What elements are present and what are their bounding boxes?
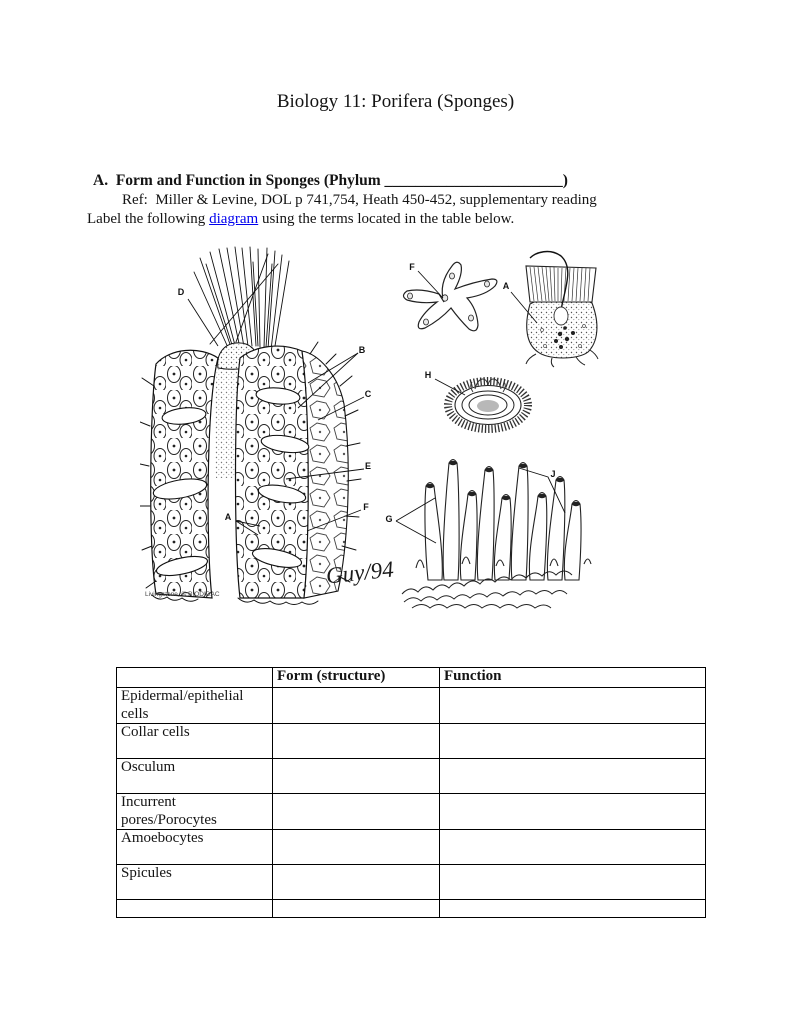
function-answer-cell xyxy=(440,830,706,865)
main-sponge-section xyxy=(140,247,361,605)
term-cell: Spicules xyxy=(117,865,273,900)
form-answer-cell xyxy=(273,724,440,759)
page-title: Biology 11: Porifera (Sponges) xyxy=(276,91,515,112)
collar-cell-drawing xyxy=(526,252,598,367)
function-answer-cell xyxy=(440,759,706,794)
form-function-table xyxy=(116,667,706,918)
instruction-line xyxy=(87,210,514,229)
figure-label-a-main: A xyxy=(224,512,232,522)
form-function-table-wrap xyxy=(116,667,706,918)
table-row xyxy=(117,759,706,794)
table-header-form: Form (structure) xyxy=(273,668,440,688)
form-answer-cell xyxy=(273,794,440,830)
section-heading-close: ) xyxy=(562,172,568,189)
figure-credit: Livingstone, © BIODIDAC xyxy=(145,591,220,598)
table-row xyxy=(117,688,706,724)
function-answer-cell xyxy=(440,794,706,830)
figure-label-c: C xyxy=(364,389,372,399)
figure-label-f-main: F xyxy=(363,502,369,512)
term-cell xyxy=(117,900,273,918)
instruction-prefix: Label the following xyxy=(87,211,210,227)
table-row xyxy=(117,794,706,830)
gemmule-drawing xyxy=(448,379,528,429)
function-answer-cell xyxy=(440,724,706,759)
table-row xyxy=(117,865,706,900)
table-header-function: Function xyxy=(440,668,706,688)
section-heading-text: A. Form and Function in Sponges (Phylum xyxy=(93,172,385,189)
figure-label-b: B xyxy=(358,345,366,355)
phylum-blank: _______________________ xyxy=(384,172,563,189)
sponge-colony-drawing xyxy=(402,460,591,609)
diagram-link[interactable]: diagram xyxy=(209,211,259,227)
amoebocyte-cell-drawing xyxy=(404,262,497,331)
sponge-figure xyxy=(140,246,602,618)
function-answer-cell xyxy=(440,688,706,724)
term-cell: Epidermal/epithelial cells xyxy=(117,688,273,724)
function-answer-cell xyxy=(440,900,706,918)
form-answer-cell xyxy=(273,688,440,724)
figure-label-h: H xyxy=(424,370,432,380)
function-answer-cell xyxy=(440,865,706,900)
figure-label-j: J xyxy=(550,469,556,479)
artist-signature: Guy/94 xyxy=(324,556,395,589)
form-answer-cell xyxy=(273,830,440,865)
table-row xyxy=(117,900,706,918)
instruction-suffix: using the terms located in the table below. xyxy=(258,211,515,227)
table-row xyxy=(117,830,706,865)
figure-label-f-cell: F xyxy=(409,262,415,272)
term-cell: Osculum xyxy=(117,759,273,794)
term-cell: Amoebocytes xyxy=(117,830,273,865)
form-answer-cell xyxy=(273,865,440,900)
term-cell: Collar cells xyxy=(117,724,273,759)
table-row xyxy=(117,724,706,759)
form-answer-cell xyxy=(273,900,440,918)
figure-label-e: E xyxy=(364,461,372,471)
figure-label-d: D xyxy=(177,287,185,297)
reference-line: Ref: Miller & Levine, DOL p 741,754, Heath 450-452, supplementary reading xyxy=(122,192,597,208)
figure-label-g: G xyxy=(385,514,393,524)
term-cell: Incurrent pores/Porocytes xyxy=(117,794,273,830)
table-header-term xyxy=(117,668,273,688)
figure-label-a-cell: A xyxy=(502,281,510,291)
form-answer-cell xyxy=(273,759,440,794)
section-heading xyxy=(93,171,568,190)
